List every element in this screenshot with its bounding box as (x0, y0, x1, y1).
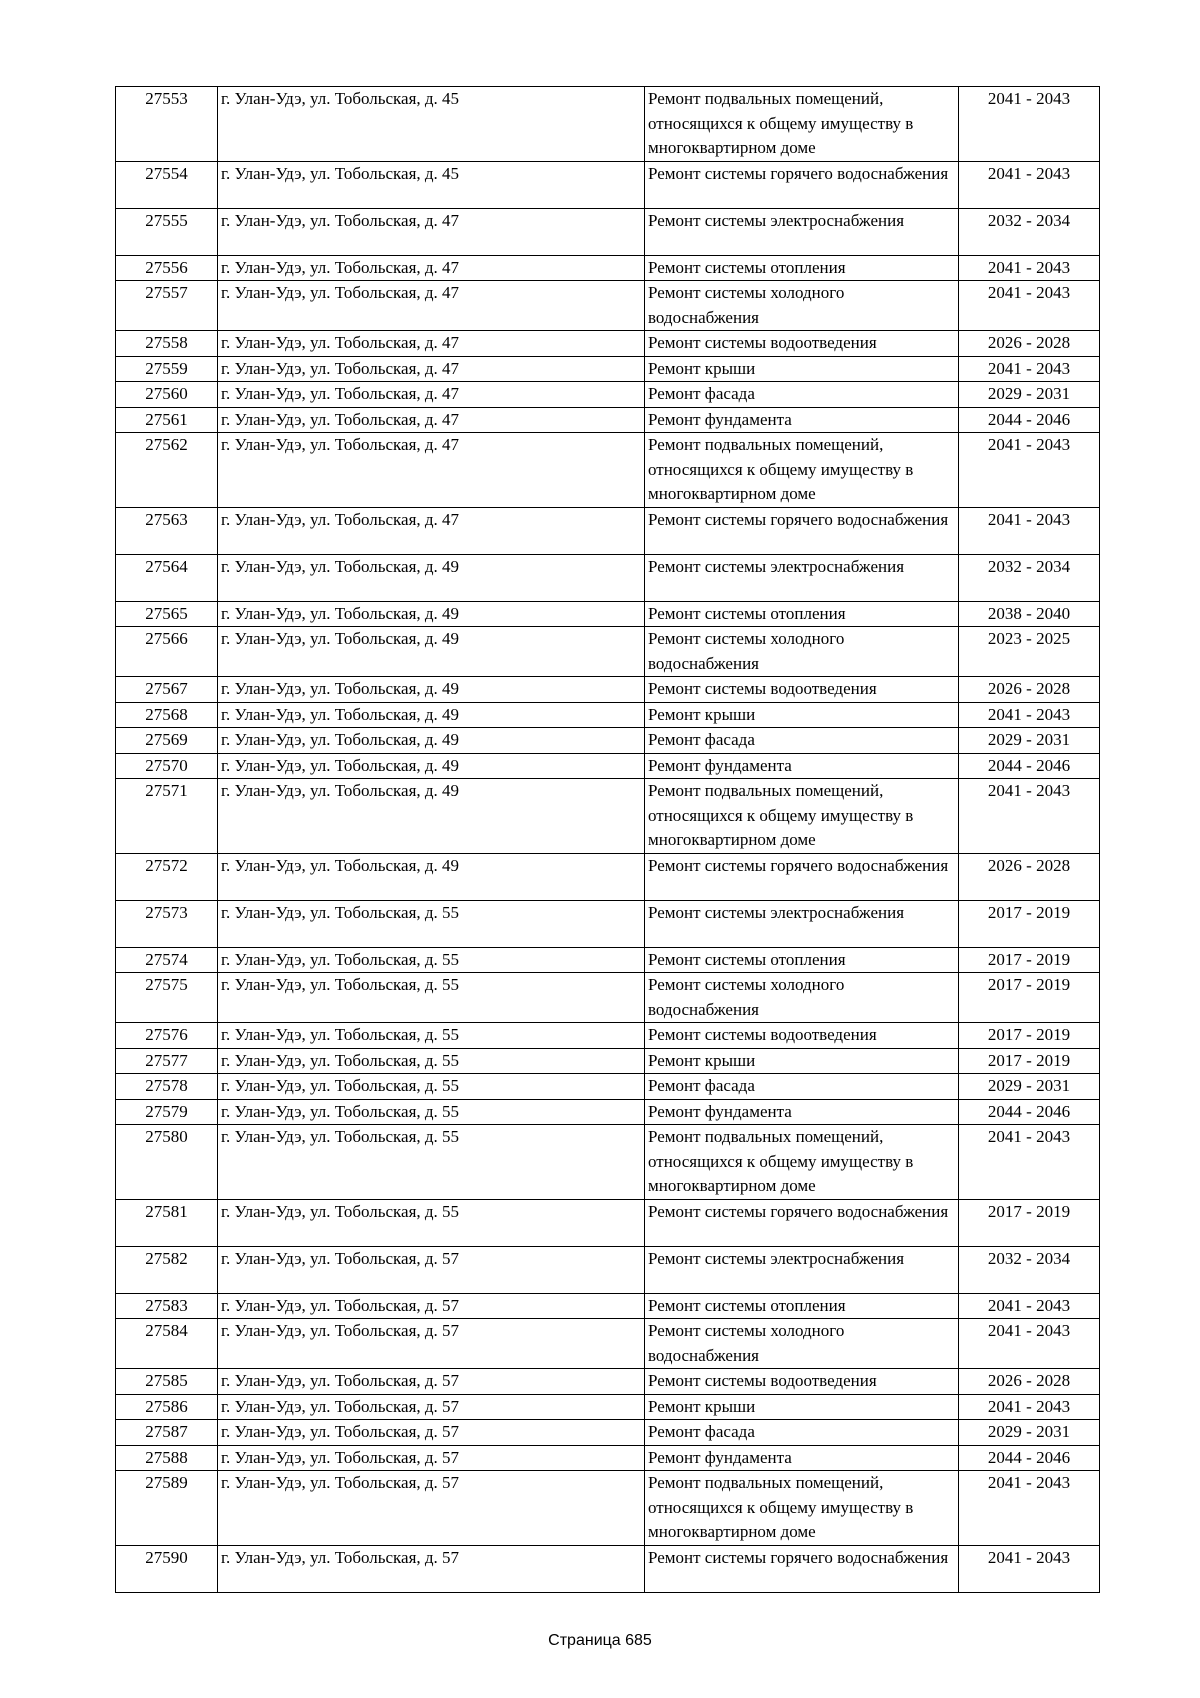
row-work-type-cell: Ремонт системы электроснабжения (645, 1246, 959, 1293)
row-address-cell: г. Улан-Удэ, ул. Тобольская, д. 47 (218, 208, 645, 255)
row-id-cell: 27584 (116, 1319, 218, 1369)
row-period-cell: 2041 - 2043 (959, 1394, 1100, 1420)
row-id-cell: 27577 (116, 1048, 218, 1074)
row-address-cell: г. Улан-Удэ, ул. Тобольская, д. 57 (218, 1319, 645, 1369)
page-number: Страница 685 (548, 1632, 652, 1649)
row-period-cell: 2017 - 2019 (959, 947, 1100, 973)
row-id-cell: 27556 (116, 255, 218, 281)
row-address-cell: г. Улан-Удэ, ул. Тобольская, д. 55 (218, 900, 645, 947)
row-period-cell: 2029 - 2031 (959, 1074, 1100, 1100)
row-id-cell: 27590 (116, 1545, 218, 1592)
table-row (116, 1545, 1100, 1592)
row-address-cell: г. Улан-Удэ, ул. Тобольская, д. 57 (218, 1293, 645, 1319)
row-period-cell: 2017 - 2019 (959, 1199, 1100, 1246)
row-period-cell: 2026 - 2028 (959, 677, 1100, 703)
table-row (116, 1445, 1100, 1471)
row-id-cell: 27567 (116, 677, 218, 703)
row-work-type-cell: Ремонт фундамента (645, 753, 959, 779)
table-row (116, 900, 1100, 947)
table-row (116, 1394, 1100, 1420)
row-address-cell: г. Улан-Удэ, ул. Тобольская, д. 57 (218, 1246, 645, 1293)
row-work-type-cell: Ремонт подвальных помещений, относящихся к общему имуществу в многоквартирном доме (645, 87, 959, 162)
table-row (116, 1319, 1100, 1369)
row-work-type-cell: Ремонт системы горячего водоснабжения (645, 161, 959, 208)
row-address-cell: г. Улан-Удэ, ул. Тобольская, д. 49 (218, 702, 645, 728)
row-work-type-cell: Ремонт крыши (645, 356, 959, 382)
table-row (116, 1471, 1100, 1546)
row-work-type-cell: Ремонт системы горячего водоснабжения (645, 507, 959, 554)
row-id-cell: 27553 (116, 87, 218, 162)
row-address-cell: г. Улан-Удэ, ул. Тобольская, д. 49 (218, 728, 645, 754)
row-period-cell: 2041 - 2043 (959, 702, 1100, 728)
row-address-cell: г. Улан-Удэ, ул. Тобольская, д. 55 (218, 1099, 645, 1125)
row-period-cell: 2044 - 2046 (959, 407, 1100, 433)
table-row (116, 407, 1100, 433)
table-row (116, 208, 1100, 255)
row-address-cell: г. Улан-Удэ, ул. Тобольская, д. 45 (218, 161, 645, 208)
table-row (116, 753, 1100, 779)
repair-schedule-body (116, 87, 1100, 1593)
row-address-cell: г. Улан-Удэ, ул. Тобольская, д. 49 (218, 677, 645, 703)
table-row (116, 1074, 1100, 1100)
row-work-type-cell: Ремонт системы холодного водоснабжения (645, 973, 959, 1023)
row-period-cell: 2044 - 2046 (959, 1099, 1100, 1125)
row-id-cell: 27588 (116, 1445, 218, 1471)
row-period-cell: 2032 - 2034 (959, 1246, 1100, 1293)
row-address-cell: г. Улан-Удэ, ул. Тобольская, д. 55 (218, 973, 645, 1023)
table-row (116, 627, 1100, 677)
row-work-type-cell: Ремонт системы горячего водоснабжения (645, 853, 959, 900)
row-period-cell: 2041 - 2043 (959, 255, 1100, 281)
row-period-cell: 2044 - 2046 (959, 753, 1100, 779)
row-id-cell: 27573 (116, 900, 218, 947)
row-address-cell: г. Улан-Удэ, ул. Тобольская, д. 49 (218, 753, 645, 779)
row-id-cell: 27572 (116, 853, 218, 900)
row-period-cell: 2041 - 2043 (959, 1319, 1100, 1369)
row-work-type-cell: Ремонт фасада (645, 1420, 959, 1446)
row-period-cell: 2044 - 2046 (959, 1445, 1100, 1471)
table-row (116, 87, 1100, 162)
repair-schedule-table (115, 86, 1100, 1593)
table-row (116, 281, 1100, 331)
row-address-cell: г. Улан-Удэ, ул. Тобольская, д. 55 (218, 1074, 645, 1100)
row-address-cell: г. Улан-Удэ, ул. Тобольская, д. 57 (218, 1471, 645, 1546)
table-row (116, 507, 1100, 554)
row-address-cell: г. Улан-Удэ, ул. Тобольская, д. 57 (218, 1369, 645, 1395)
row-work-type-cell: Ремонт подвальных помещений, относящихся к общему имуществу в многоквартирном доме (645, 1125, 959, 1200)
row-id-cell: 27581 (116, 1199, 218, 1246)
row-work-type-cell: Ремонт подвальных помещений, относящихся к общему имуществу в многоквартирном доме (645, 779, 959, 854)
row-period-cell: 2026 - 2028 (959, 853, 1100, 900)
row-work-type-cell: Ремонт подвальных помещений, относящихся к общему имуществу в многоквартирном доме (645, 1471, 959, 1546)
row-address-cell: г. Улан-Удэ, ул. Тобольская, д. 47 (218, 433, 645, 508)
table-row (116, 1023, 1100, 1049)
table-row (116, 728, 1100, 754)
row-period-cell: 2041 - 2043 (959, 507, 1100, 554)
row-id-cell: 27565 (116, 601, 218, 627)
row-id-cell: 27589 (116, 1471, 218, 1546)
row-address-cell: г. Улан-Удэ, ул. Тобольская, д. 57 (218, 1445, 645, 1471)
row-address-cell: г. Улан-Удэ, ул. Тобольская, д. 57 (218, 1394, 645, 1420)
row-id-cell: 27587 (116, 1420, 218, 1446)
row-period-cell: 2041 - 2043 (959, 779, 1100, 854)
row-work-type-cell: Ремонт системы электроснабжения (645, 554, 959, 601)
row-id-cell: 27559 (116, 356, 218, 382)
row-id-cell: 27585 (116, 1369, 218, 1395)
row-address-cell: г. Улан-Удэ, ул. Тобольская, д. 47 (218, 331, 645, 357)
row-work-type-cell: Ремонт системы водоотведения (645, 1023, 959, 1049)
row-period-cell: 2029 - 2031 (959, 382, 1100, 408)
row-address-cell: г. Улан-Удэ, ул. Тобольская, д. 47 (218, 382, 645, 408)
row-address-cell: г. Улан-Удэ, ул. Тобольская, д. 57 (218, 1545, 645, 1592)
row-period-cell: 2032 - 2034 (959, 554, 1100, 601)
row-address-cell: г. Улан-Удэ, ул. Тобольская, д. 45 (218, 87, 645, 162)
table-row (116, 702, 1100, 728)
row-address-cell: г. Улан-Удэ, ул. Тобольская, д. 55 (218, 1125, 645, 1200)
row-period-cell: 2029 - 2031 (959, 1420, 1100, 1446)
row-work-type-cell: Ремонт системы электроснабжения (645, 900, 959, 947)
row-period-cell: 2023 - 2025 (959, 627, 1100, 677)
row-work-type-cell: Ремонт системы горячего водоснабжения (645, 1545, 959, 1592)
row-work-type-cell: Ремонт фундамента (645, 1445, 959, 1471)
row-id-cell: 27574 (116, 947, 218, 973)
row-id-cell: 27561 (116, 407, 218, 433)
table-row (116, 382, 1100, 408)
row-id-cell: 27554 (116, 161, 218, 208)
row-work-type-cell: Ремонт крыши (645, 702, 959, 728)
row-work-type-cell: Ремонт системы водоотведения (645, 331, 959, 357)
row-address-cell: г. Улан-Удэ, ул. Тобольская, д. 57 (218, 1420, 645, 1446)
row-period-cell: 2041 - 2043 (959, 1293, 1100, 1319)
row-work-type-cell: Ремонт фасада (645, 1074, 959, 1100)
table-row (116, 554, 1100, 601)
row-period-cell: 2017 - 2019 (959, 900, 1100, 947)
table-row (116, 1099, 1100, 1125)
row-work-type-cell: Ремонт системы водоотведения (645, 677, 959, 703)
row-period-cell: 2032 - 2034 (959, 208, 1100, 255)
row-period-cell: 2041 - 2043 (959, 1545, 1100, 1592)
row-work-type-cell: Ремонт системы холодного водоснабжения (645, 281, 959, 331)
row-address-cell: г. Улан-Удэ, ул. Тобольская, д. 55 (218, 1199, 645, 1246)
row-period-cell: 2041 - 2043 (959, 1125, 1100, 1200)
table-row (116, 161, 1100, 208)
row-id-cell: 27557 (116, 281, 218, 331)
row-id-cell: 27566 (116, 627, 218, 677)
row-period-cell: 2041 - 2043 (959, 87, 1100, 162)
row-address-cell: г. Улан-Удэ, ул. Тобольская, д. 49 (218, 853, 645, 900)
row-id-cell: 27583 (116, 1293, 218, 1319)
table-row (116, 255, 1100, 281)
table-row (116, 853, 1100, 900)
row-address-cell: г. Улан-Удэ, ул. Тобольская, д. 47 (218, 407, 645, 433)
table-row (116, 356, 1100, 382)
row-address-cell: г. Улан-Удэ, ул. Тобольская, д. 55 (218, 1048, 645, 1074)
row-address-cell: г. Улан-Удэ, ул. Тобольская, д. 49 (218, 779, 645, 854)
row-work-type-cell: Ремонт крыши (645, 1048, 959, 1074)
row-period-cell: 2026 - 2028 (959, 1369, 1100, 1395)
row-address-cell: г. Улан-Удэ, ул. Тобольская, д. 47 (218, 255, 645, 281)
row-address-cell: г. Улан-Удэ, ул. Тобольская, д. 47 (218, 356, 645, 382)
table-row (116, 947, 1100, 973)
row-work-type-cell: Ремонт системы отопления (645, 601, 959, 627)
row-period-cell: 2041 - 2043 (959, 1471, 1100, 1546)
row-id-cell: 27560 (116, 382, 218, 408)
row-period-cell: 2041 - 2043 (959, 433, 1100, 508)
row-work-type-cell: Ремонт системы водоотведения (645, 1369, 959, 1395)
row-work-type-cell: Ремонт системы холодного водоснабжения (645, 1319, 959, 1369)
row-id-cell: 27575 (116, 973, 218, 1023)
table-row (116, 1369, 1100, 1395)
row-id-cell: 27564 (116, 554, 218, 601)
row-address-cell: г. Улан-Удэ, ул. Тобольская, д. 47 (218, 507, 645, 554)
row-address-cell: г. Улан-Удэ, ул. Тобольская, д. 49 (218, 627, 645, 677)
row-id-cell: 27570 (116, 753, 218, 779)
row-id-cell: 27558 (116, 331, 218, 357)
row-work-type-cell: Ремонт системы отопления (645, 947, 959, 973)
row-id-cell: 27568 (116, 702, 218, 728)
table-row (116, 331, 1100, 357)
row-address-cell: г. Улан-Удэ, ул. Тобольская, д. 55 (218, 947, 645, 973)
row-id-cell: 27580 (116, 1125, 218, 1200)
row-period-cell: 2041 - 2043 (959, 161, 1100, 208)
row-period-cell: 2041 - 2043 (959, 281, 1100, 331)
row-work-type-cell: Ремонт крыши (645, 1394, 959, 1420)
row-period-cell: 2041 - 2043 (959, 356, 1100, 382)
row-address-cell: г. Улан-Удэ, ул. Тобольская, д. 47 (218, 281, 645, 331)
row-period-cell: 2038 - 2040 (959, 601, 1100, 627)
table-row (116, 1125, 1100, 1200)
table-row (116, 1420, 1100, 1446)
table-row (116, 433, 1100, 508)
row-id-cell: 27569 (116, 728, 218, 754)
row-work-type-cell: Ремонт системы горячего водоснабжения (645, 1199, 959, 1246)
row-id-cell: 27555 (116, 208, 218, 255)
row-work-type-cell: Ремонт системы электроснабжения (645, 208, 959, 255)
table-row (116, 1293, 1100, 1319)
row-id-cell: 27576 (116, 1023, 218, 1049)
row-period-cell: 2017 - 2019 (959, 1023, 1100, 1049)
table-row (116, 973, 1100, 1023)
row-work-type-cell: Ремонт системы отопления (645, 1293, 959, 1319)
table-row (116, 677, 1100, 703)
row-id-cell: 27571 (116, 779, 218, 854)
row-address-cell: г. Улан-Удэ, ул. Тобольская, д. 55 (218, 1023, 645, 1049)
row-id-cell: 27586 (116, 1394, 218, 1420)
row-period-cell: 2017 - 2019 (959, 1048, 1100, 1074)
row-id-cell: 27582 (116, 1246, 218, 1293)
row-work-type-cell: Ремонт фундамента (645, 407, 959, 433)
row-work-type-cell: Ремонт фундамента (645, 1099, 959, 1125)
table-row (116, 601, 1100, 627)
row-id-cell: 27562 (116, 433, 218, 508)
row-period-cell: 2017 - 2019 (959, 973, 1100, 1023)
row-id-cell: 27563 (116, 507, 218, 554)
row-work-type-cell: Ремонт системы отопления (645, 255, 959, 281)
row-work-type-cell: Ремонт фасада (645, 728, 959, 754)
row-id-cell: 27578 (116, 1074, 218, 1100)
row-period-cell: 2026 - 2028 (959, 331, 1100, 357)
row-address-cell: г. Улан-Удэ, ул. Тобольская, д. 49 (218, 601, 645, 627)
table-row (116, 779, 1100, 854)
row-work-type-cell: Ремонт подвальных помещений, относящихся к общему имуществу в многоквартирном доме (645, 433, 959, 508)
row-id-cell: 27579 (116, 1099, 218, 1125)
row-address-cell: г. Улан-Удэ, ул. Тобольская, д. 49 (218, 554, 645, 601)
table-row (116, 1199, 1100, 1246)
table-row (116, 1048, 1100, 1074)
row-work-type-cell: Ремонт фасада (645, 382, 959, 408)
row-period-cell: 2029 - 2031 (959, 728, 1100, 754)
row-work-type-cell: Ремонт системы холодного водоснабжения (645, 627, 959, 677)
table-row (116, 1246, 1100, 1293)
